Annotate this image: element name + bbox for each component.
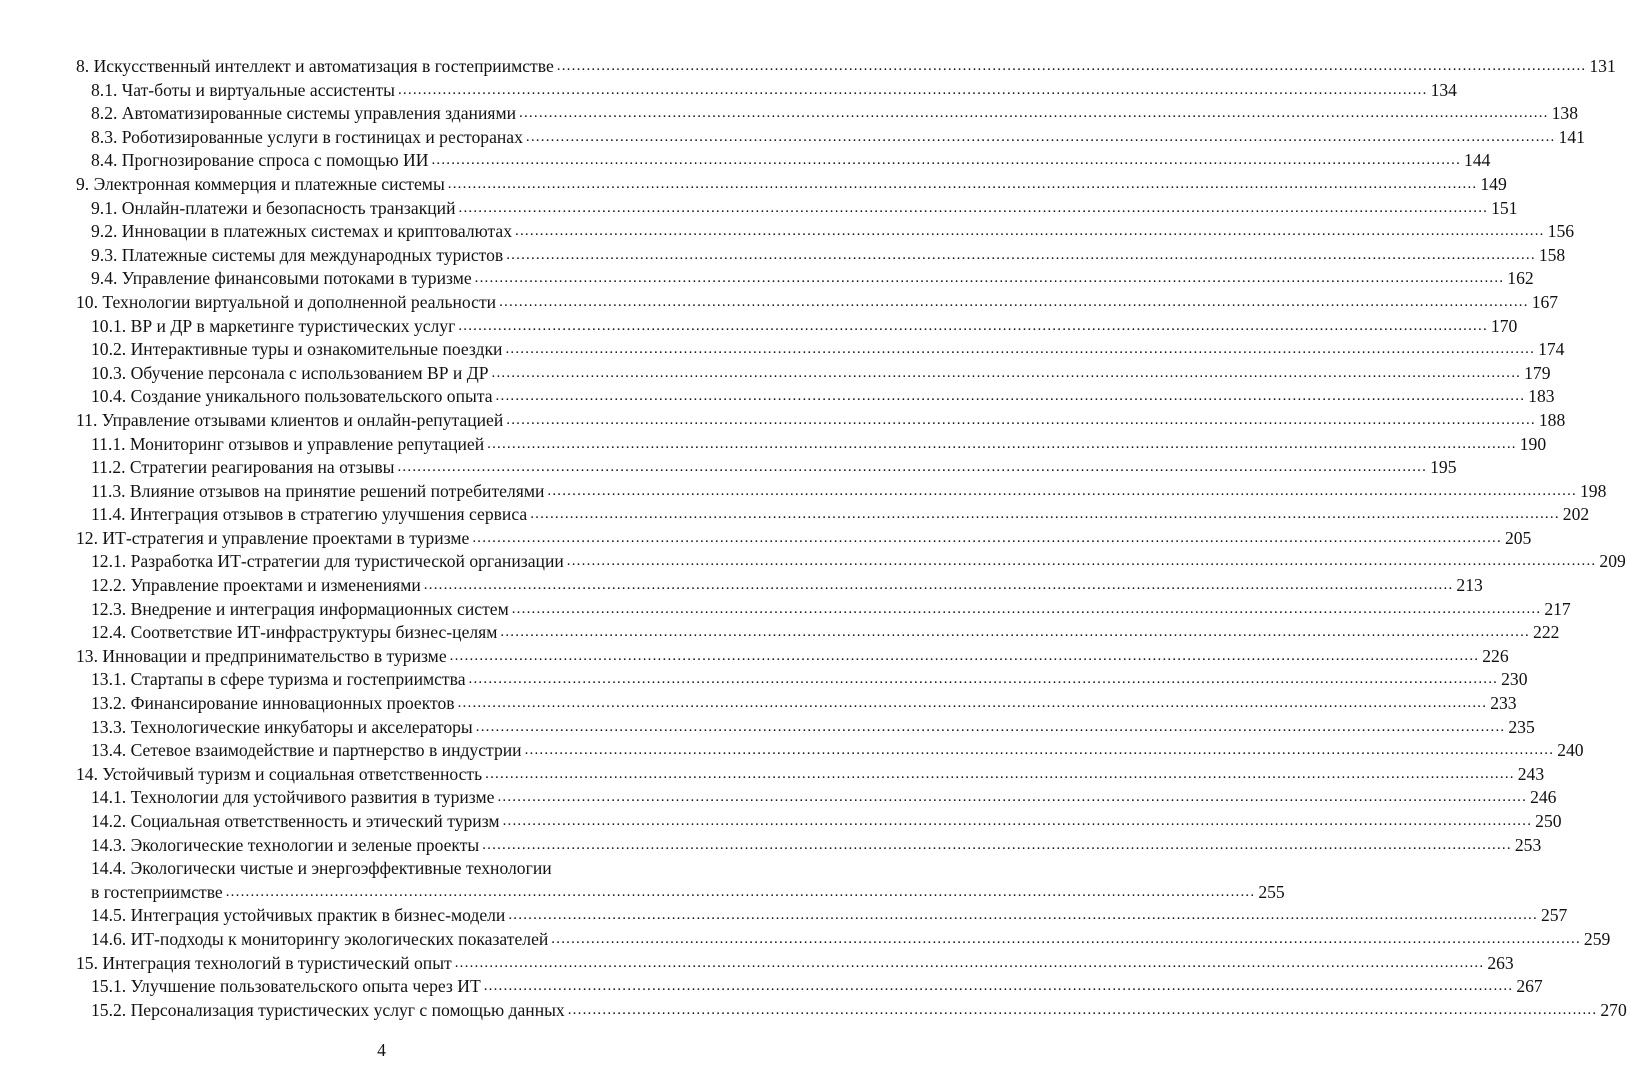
toc-section-entry[interactable] [76,433,1547,457]
toc-entry-page: 240 [1557,740,1584,761]
toc-entry-title: 14.6. ИТ-подходы к мониторингу экологических показателей [91,928,549,949]
toc-entry-page: 202 [1562,504,1590,525]
toc-chapter-entry[interactable] [76,55,1616,79]
toc-entry-title: 13.4. Сетевое взаимодействие и партнерство в индустрии [91,740,522,761]
toc-entry-page: 250 [1535,811,1562,831]
toc-chapter-entry[interactable] [76,645,1509,669]
toc-leader-dots [506,244,1536,268]
toc-entry-page: 195 [1430,457,1457,478]
table-of-contents [76,55,1627,1022]
toc-entry-title: 10. Технологии виртуальной и дополненной реальности [76,291,497,312]
toc-section-entry[interactable] [76,668,1528,692]
toc-entry-title: 10.3. Обучение персонала с использованием ВР и ДР [91,362,489,383]
toc-section-entry[interactable] [76,692,1517,716]
toc-section-entry[interactable] [76,786,1557,810]
toc-entry-title: 12.3. Внедрение и интеграция информационных систем [91,598,509,619]
toc-section-entry[interactable] [76,881,1285,905]
toc-entry-page: 253 [1514,834,1542,855]
toc-leader-dots [431,149,1461,173]
toc-leader-dots [505,338,1535,362]
toc-section-entry[interactable] [76,550,1626,574]
toc-entry-title: 8.1. Чат-боты и виртуальные ассистенты [91,79,395,100]
toc-entry-title: 10.1. ВР и ДР в маркетинге туристических услуг [91,315,456,336]
toc-entry-title: 8.2. Автоматизированные системы управления зданиями [91,103,517,124]
toc-entry-title: 15. Интеграция технологий в туристический опыт [76,952,452,973]
toc-entry-page: 235 [1508,716,1535,737]
toc-leader-dots [519,102,1549,126]
toc-section-entry[interactable] [76,503,1590,527]
toc-section-entry[interactable] [76,857,690,881]
toc-entry-title: 15.2. Персонализация туристических услуг с помощью данных [91,999,565,1020]
toc-leader-dots [458,315,1488,339]
toc-entry-title: 9.2. Инновации в платежных системах и криптовалютах [91,221,513,242]
toc-chapter-entry[interactable] [76,173,1507,197]
toc-section-entry[interactable] [76,574,1483,598]
toc-entry-title: 12. ИТ-стратегия и управление проектами в туризме [76,527,470,548]
toc-entry-page: 226 [1482,645,1509,666]
toc-chapter-entry[interactable] [76,291,1559,315]
toc-leader-dots [397,456,1427,480]
toc-entry-title: 13. Инновации и предпринимательство в туризме [76,645,447,666]
toc-leader-dots [567,550,1597,574]
toc-chapter-entry[interactable] [76,952,1514,976]
toc-leader-dots [469,668,1499,692]
toc-section-entry[interactable] [76,904,1568,928]
toc-leader-dots [496,385,1526,409]
toc-section-entry[interactable] [76,102,1579,126]
toc-entry-title: 14.2. Социальная ответственность и этический туризм [91,811,500,831]
toc-entry-page: 131 [1589,56,1616,76]
toc-leader-dots [530,503,1560,527]
toc-entry-page: 205 [1504,527,1532,548]
toc-section-entry[interactable] [76,315,1518,339]
toc-leader-dots [547,480,1577,504]
toc-entry-title: 9.3. Платежные системы для международных туристов [91,244,504,265]
toc-leader-dots [455,952,1485,976]
toc-entry-page: 151 [1491,197,1518,218]
toc-leader-dots [482,834,1512,858]
toc-leader-dots [515,220,1545,244]
toc-section-entry[interactable] [76,834,1542,858]
toc-entry-page: 233 [1490,693,1517,714]
toc-entry-page: 144 [1464,150,1491,171]
toc-section-entry[interactable] [76,480,1607,504]
toc-section-entry[interactable] [76,220,1575,244]
toc-entry-page: 138 [1551,103,1579,124]
toc-chapter-entry[interactable] [76,409,1566,433]
toc-entry-page: 259 [1583,928,1611,949]
toc-entry-page: 246 [1530,787,1557,808]
toc-leader-dots [450,645,1480,669]
toc-entry-page: 217 [1544,598,1571,619]
toc-entry-page: 270 [1600,999,1627,1020]
toc-entry-title: 13.3. Технологические инкубаторы и акселераторы [91,716,473,737]
toc-leader-dots [500,621,1530,645]
toc-entry-page: 167 [1531,291,1559,312]
toc-entry-page: 243 [1517,763,1545,784]
toc-leader-dots [398,79,1428,103]
toc-leader-dots [499,291,1529,315]
toc-entry-page: 257 [1540,905,1568,926]
toc-entry-title: 8.3. Роботизированные услуги в гостиницах и ресторанах [91,126,523,147]
toc-entry-page: 198 [1579,480,1607,501]
toc-entry-title: 15.1. Улучшение пользовательского опыта через ИТ [91,976,481,997]
toc-leader-dots [458,692,1488,716]
toc-leader-dots [557,55,1587,79]
toc-entry-page: 156 [1547,221,1575,242]
toc-entry-title: 10.4. Создание уникального пользовательского опыта [91,386,493,407]
toc-entry-title: 9. Электронная коммерция и платежные системы [76,173,445,194]
toc-leader-dots [525,739,1555,763]
toc-leader-dots [485,763,1515,787]
toc-entry-title: 13.1. Стартапы в сфере туризма и гостеприимства [91,669,466,690]
toc-entry-title: 8.4. Прогнозирование спроса с помощью ИИ [91,150,429,171]
toc-entry-title: 11.2. Стратегии реагирования на отзывы [91,457,395,478]
toc-section-entry[interactable] [76,456,1457,480]
toc-entry-page: 149 [1480,173,1507,194]
toc-entry-page: 255 [1258,881,1285,902]
toc-section-entry[interactable] [76,197,1518,221]
toc-leader-dots [497,786,1527,810]
toc-leader-dots [508,904,1538,928]
toc-entry-title: 9.1. Онлайн-платежи и безопасность транзакций [91,197,456,218]
toc-entry-page: 183 [1528,386,1555,407]
toc-leader-dots [459,197,1489,221]
toc-leader-dots [568,999,1598,1023]
toc-entry-title: 14. Устойчивый туризм и социальная ответственность [76,763,483,784]
toc-entry-page: 162 [1507,268,1534,289]
toc-entry-page: 170 [1490,315,1518,336]
toc-section-entry[interactable] [76,149,1491,173]
toc-leader-dots [484,975,1514,999]
toc-entry-title: 8. Искусственный интеллект и автоматизация в гостеприимстве [76,56,554,76]
toc-entry-page: 158 [1538,244,1566,265]
toc-entry-page: 188 [1538,409,1566,430]
toc-leader-dots [506,409,1536,433]
toc-section-entry[interactable] [76,267,1534,291]
toc-entry-page: 222 [1533,622,1560,643]
toc-section-entry[interactable] [76,598,1571,622]
toc-entry-page: 209 [1599,551,1626,572]
toc-entry-title: 14.3. Экологические технологии и зеленые проекты [91,834,480,855]
toc-leader-dots [512,598,1542,622]
toc-leader-dots [503,810,1533,834]
toc-leader-dots [472,527,1502,551]
toc-section-entry[interactable] [76,79,1457,103]
toc-entry-title: 12.4. Соответствие ИТ-инфраструктуры бизнес-целям [91,622,498,643]
toc-entry-title: 12.1. Разработка ИТ-стратегии для туристической организации [91,551,564,572]
toc-entry-title: 13.2. Финансирование инновационных проектов [91,693,455,714]
toc-entry-page: 134 [1430,79,1457,100]
toc-section-entry[interactable] [76,621,1560,645]
toc-entry-page: 267 [1516,976,1543,997]
toc-leader-dots [492,362,1522,386]
toc-leader-dots [226,881,1256,905]
toc-leader-dots [448,173,1478,197]
toc-entry-page: 230 [1501,669,1528,690]
toc-section-entry[interactable] [76,975,1543,999]
toc-section-entry[interactable] [76,244,1566,268]
toc-entry-title: 11. Управление отзывами клиентов и онлайн-репутацией [76,409,504,430]
toc-entry-title: 14.1. Технологии для устойчивого развития в туризме [91,787,495,808]
toc-section-entry[interactable] [76,739,1584,763]
toc-chapter-entry[interactable] [76,527,1532,551]
toc-section-entry[interactable] [76,716,1535,740]
toc-entry-title: 10.2. Интерактивные туры и ознакомительные поездки [91,339,503,360]
toc-leader-dots [526,126,1556,150]
toc-entry-title: 11.4. Интеграция отзывов в стратегию улучшения сервиса [91,504,528,525]
toc-entry-page: 190 [1519,433,1547,454]
toc-leader-dots [476,716,1506,740]
toc-section-entry[interactable] [76,385,1555,409]
toc-leader-dots [551,928,1581,952]
page-number: 4 [377,1040,386,1060]
toc-entry-title: в гостеприимстве [91,881,223,902]
toc-section-entry[interactable] [76,999,1627,1023]
toc-leader-dots [487,433,1517,457]
toc-entry-title: 14.4. Экологически чистые и энергоэффективные технологии [91,858,552,879]
toc-entry-title: 9.4. Управление финансовыми потоками в туризме [91,268,472,289]
toc-entry-page: 263 [1487,952,1514,973]
toc-section-entry[interactable] [76,928,1611,952]
toc-leader-dots [424,574,1454,598]
toc-entry-title: 11.1. Мониторинг отзывов и управление репутацией [91,433,485,454]
toc-entry-page: 174 [1538,339,1565,360]
toc-entry-title: 14.5. Интеграция устойчивых практик в бизнес-модели [91,905,506,926]
toc-entry-page: 179 [1524,362,1551,383]
toc-entry-page: 141 [1558,126,1585,147]
toc-entry-title: 11.3. Влияние отзывов на принятие решений потребителями [91,480,545,501]
toc-leader-dots [475,267,1505,291]
toc-section-entry[interactable] [76,126,1585,150]
toc-section-entry[interactable] [76,362,1551,386]
toc-section-entry[interactable] [76,810,1562,834]
toc-entry-page: 213 [1456,575,1483,596]
toc-chapter-entry[interactable] [76,763,1545,787]
toc-section-entry[interactable] [76,338,1565,362]
toc-entry-title: 12.2. Управление проектами и изменениями [91,575,421,596]
